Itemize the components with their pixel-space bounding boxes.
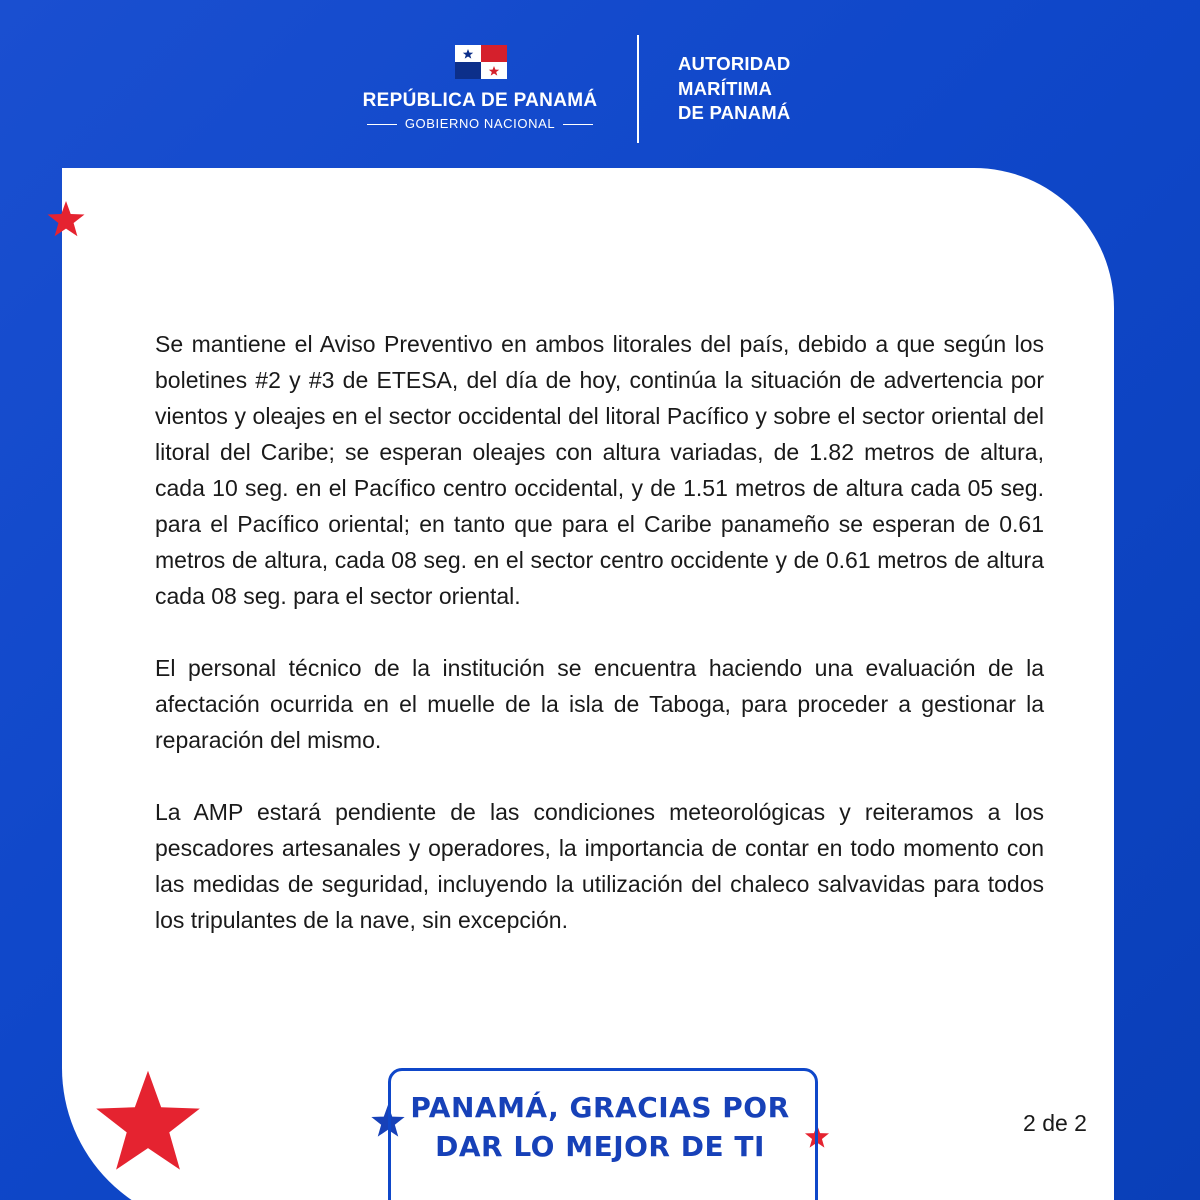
amp-name-line: DE PANAMÁ — [678, 102, 791, 123]
star-icon — [46, 200, 86, 240]
government-title: REPÚBLICA DE PANAMÁ — [362, 90, 598, 111]
paragraph-safety: La AMP estará pendiente de las condiciones meteorológicas y reiteramos a los pescadores artesanales y operadores, la importancia de contar en todo momento con las medidas de seguridad, incluyendo la utilización del chaleco salvavidas para todos los tripulantes de la nave, sin excepción. — [155, 799, 1044, 933]
amp-name — [678, 52, 898, 126]
government-subtitle — [340, 116, 620, 131]
amp-name-line: MARÍTIMA — [678, 77, 773, 99]
amp-name-line: AUTORIDAD — [678, 53, 791, 74]
header-divider — [637, 35, 639, 143]
paragraph-evaluation: El personal técnico de la institución se encuentra haciendo una evaluación de la afectación ocurrida en el muelle de la isla de Taboga, para proceder a gestionar la reparación del mismo. — [155, 655, 1044, 753]
slogan-text — [410, 1088, 790, 1166]
paragraph-advisory: Se mantiene el Aviso Preventivo en ambos litorales del país, debido a que según los boletines #2 y #3 de ETESA, del día de hoy, continúa la situación de advertencia por vientos y oleajes en el sector occidental del litoral Pacífico y sobre el sector oriental del litoral del Caribe; se esperan oleajes con altura variadas, de 1.82 metros de altura, cada 10 seg. en el Pacífico centro occidental, y de 1.51 metros de altura cada 05 seg. para el Pacífico oriental; en tanto que para el Caribe panameño se esperan de 0.61 metros de altura, cada 08 seg. en el sector centro occidente y de 0.61 metros de altura cada 08 seg. para el sector oriental. — [155, 331, 1044, 609]
slogan-line: PANAMÁ, GRACIAS POR — [410, 1091, 790, 1124]
announcement-body — [155, 326, 1044, 938]
header — [0, 0, 1200, 160]
government-subtitle-text: GOBIERNO NACIONAL — [404, 116, 556, 131]
slogan-line: DAR LO MEJOR DE TI — [435, 1130, 765, 1163]
subtitle-rule-right — [563, 124, 593, 125]
panama-flag-icon — [455, 45, 507, 79]
star-icon — [92, 1068, 204, 1180]
subtitle-rule-left — [367, 124, 397, 125]
page-indicator: 2 de 2 — [1023, 1110, 1087, 1136]
